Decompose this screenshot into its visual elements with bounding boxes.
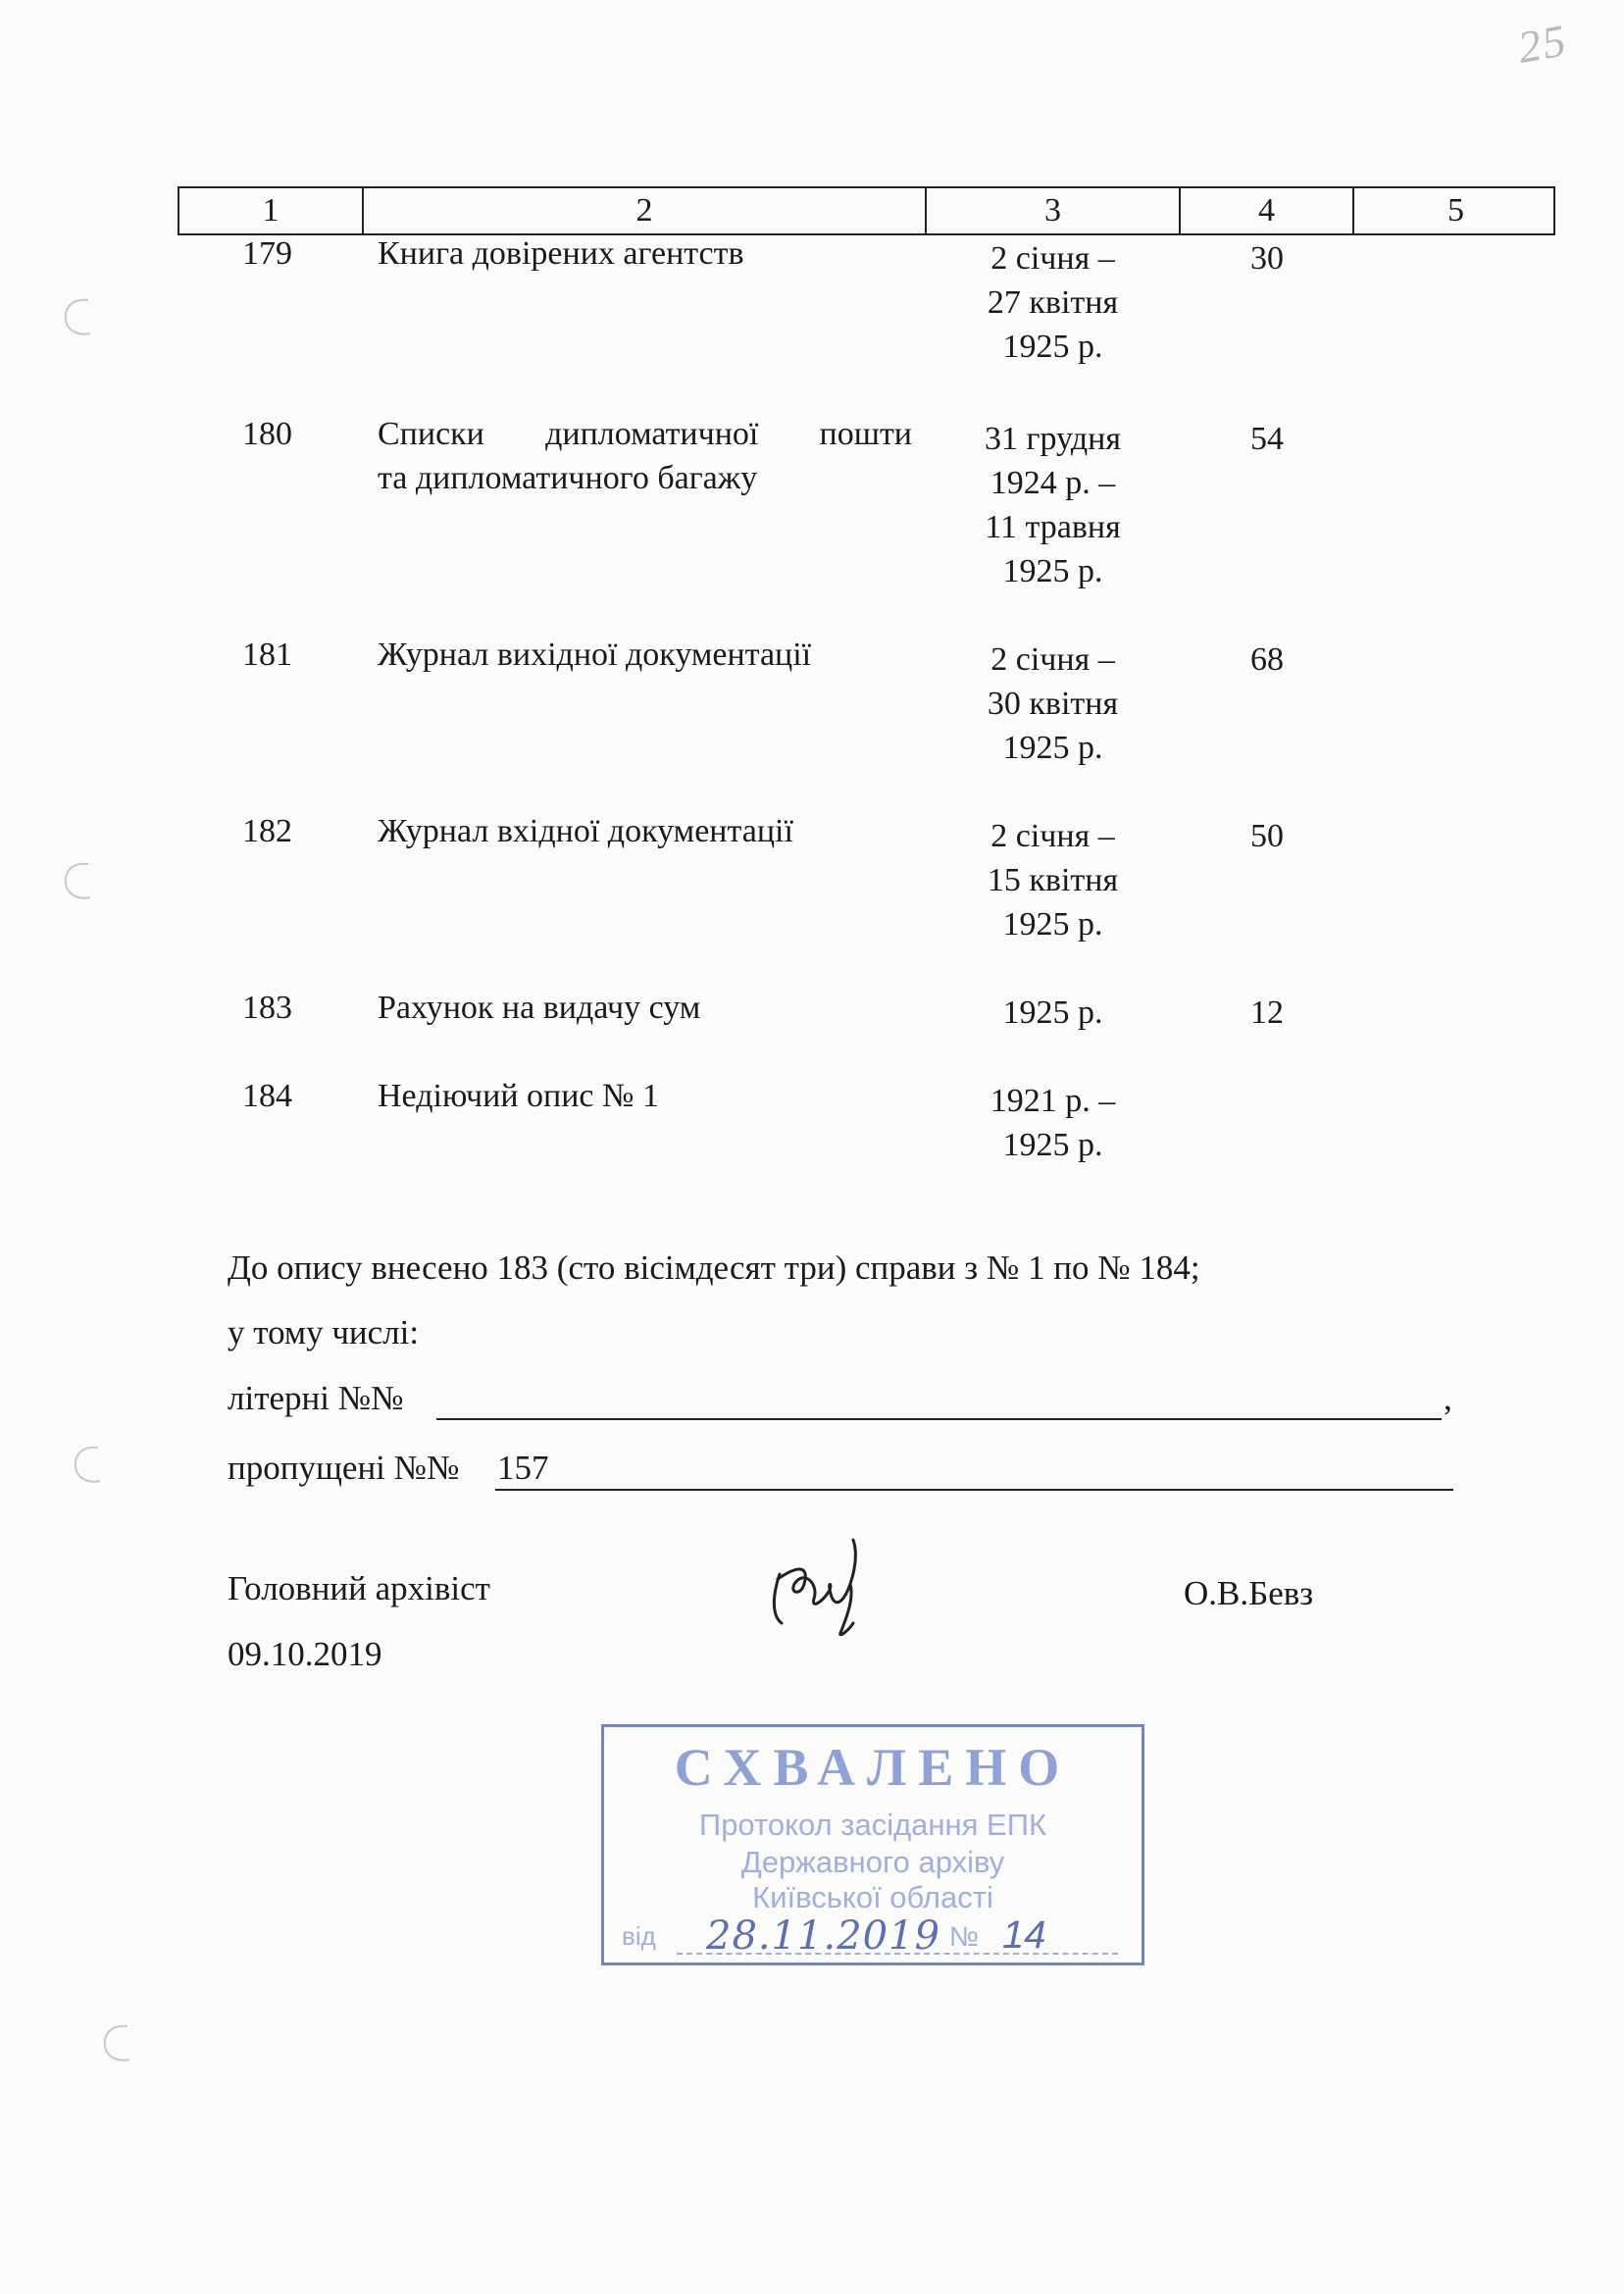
sheet-count: 30	[1250, 240, 1284, 277]
case-title	[378, 231, 912, 276]
case-number: 184	[242, 1078, 292, 1114]
column-header: 1	[179, 188, 364, 233]
liter-line-end: ,	[1444, 1379, 1452, 1417]
date-line: 1925 р.	[1002, 906, 1103, 943]
punch-hole-icon	[59, 294, 92, 339]
summary-liter-label: літерні №№	[228, 1379, 404, 1417]
signature-icon	[760, 1525, 888, 1643]
sheet-count: 12	[1250, 994, 1284, 1031]
summary-missed-value: 157	[497, 1449, 549, 1487]
sheet-count: 50	[1250, 818, 1284, 854]
date-line: 2 січня –	[990, 641, 1115, 678]
column-header: 3	[927, 188, 1181, 233]
case-title-line: Рахунок на видачу сум	[378, 990, 701, 1026]
case-title	[378, 986, 912, 1030]
case-dates	[928, 1079, 1178, 1167]
liter-fill-line	[436, 1418, 1442, 1420]
column-header: 5	[1447, 192, 1464, 229]
stamp-heading: СХВАЛЕНО	[674, 1738, 1072, 1797]
stamp-line: Протокол засідання ЕПК	[698, 1808, 1047, 1842]
punch-hole-icon	[69, 1442, 102, 1487]
date-line: 31 грудня	[985, 421, 1121, 457]
page-number: 25	[1513, 15, 1572, 73]
summary-total: До опису внесено 183 (сто вісімдесят три) справи з № 1 по № 184;	[228, 1249, 1200, 1287]
case-title	[378, 633, 912, 677]
sheet-count: 68	[1250, 641, 1284, 678]
date-line: 15 квітня	[987, 862, 1119, 898]
case-number: 180	[242, 416, 292, 452]
stamp-line: Київської області	[752, 1880, 993, 1914]
date-line: 1924 р. –	[990, 465, 1116, 501]
case-dates	[928, 637, 1178, 770]
column-header: 2	[364, 188, 927, 233]
sheet-count: 54	[1250, 421, 1284, 457]
approval-stamp	[601, 1724, 1144, 1965]
case-title	[378, 1074, 912, 1118]
signatory-position: Головний архівіст	[228, 1569, 490, 1607]
case-title	[378, 809, 912, 853]
date-line: 11 травня	[985, 509, 1121, 545]
date-line: 30 квітня	[987, 686, 1119, 722]
stamp-number: 14	[1002, 1913, 1046, 1957]
summary-including: у тому числі:	[228, 1313, 420, 1351]
punch-hole-icon	[98, 2020, 131, 2065]
date-line: 2 січня –	[990, 818, 1115, 854]
signatory-date: 09.10.2019	[228, 1635, 382, 1673]
stamp-from-label: від	[622, 1921, 656, 1951]
punch-hole-icon	[59, 858, 92, 903]
case-number: 179	[242, 235, 292, 272]
stamp-no-label: №	[949, 1921, 980, 1952]
column-header: 4	[1181, 188, 1354, 233]
stamp-underline	[677, 1953, 1118, 1955]
case-title-line: Книга довірених агентств	[378, 235, 744, 272]
date-line: 1925 р.	[1002, 329, 1103, 365]
case-number: 181	[242, 637, 292, 673]
case-title-line: Журнал вихідної документації	[378, 637, 812, 673]
date-line: 1925 р.	[1002, 730, 1103, 766]
date-line: 27 квітня	[987, 284, 1119, 321]
summary-missed-label: пропущені №№	[228, 1449, 460, 1487]
case-title-line: Списки дипломатичної пошти	[378, 416, 912, 452]
date-line: 1925 р.	[1002, 553, 1103, 589]
date-line: 2 січня –	[990, 240, 1115, 277]
case-dates	[928, 814, 1178, 946]
case-number: 182	[242, 813, 292, 849]
case-title-line: та дипломатичного багажу	[378, 460, 758, 496]
date-line: 1925 р.	[1002, 994, 1103, 1031]
missed-fill-line	[495, 1489, 1453, 1491]
date-line: 1925 р.	[1002, 1127, 1103, 1163]
stamp-date: 28.11.2019	[706, 1913, 941, 1959]
case-title-line: Журнал вхідної документації	[378, 813, 793, 849]
case-dates	[928, 236, 1178, 369]
case-title	[378, 412, 912, 500]
case-dates	[928, 991, 1178, 1035]
date-line: 1921 р. –	[990, 1083, 1116, 1119]
signatory-name: О.В.Бевз	[1184, 1574, 1314, 1612]
stamp-line: Державного архіву	[740, 1845, 1005, 1879]
case-number: 183	[242, 990, 292, 1026]
case-dates	[928, 417, 1178, 593]
stamp-footer	[618, 1913, 1128, 1957]
case-title-line: Недіючий опис № 1	[378, 1078, 659, 1114]
table-header	[178, 186, 1555, 235]
